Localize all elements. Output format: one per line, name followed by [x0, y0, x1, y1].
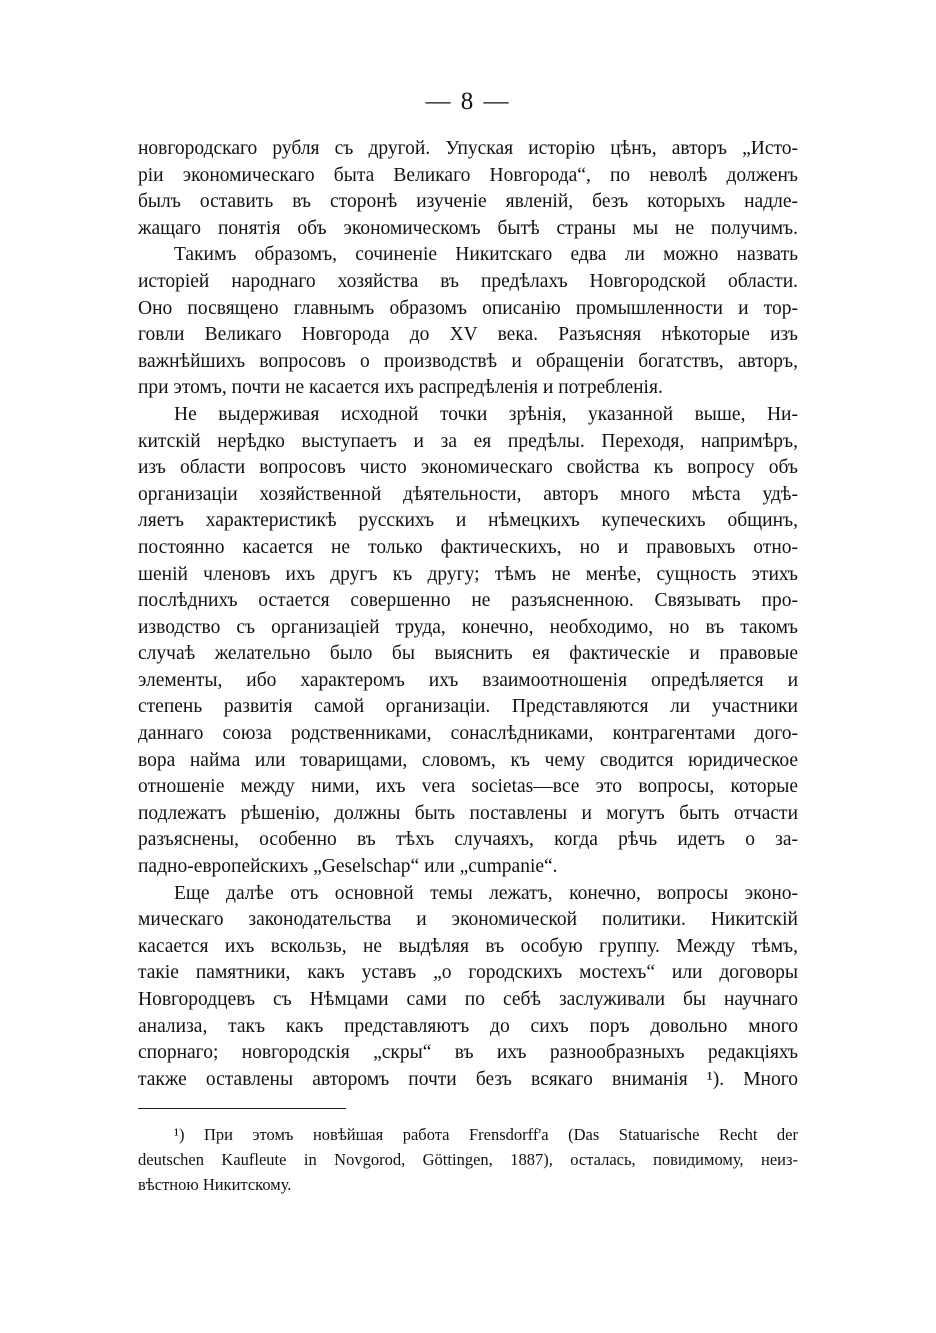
- text-line: новгородскаго рубля съ другой. Упуская исторію цѣнъ, авторъ „Исто-: [138, 138, 798, 159]
- footnote-divider: [138, 1108, 346, 1109]
- footnotes: [138, 1122, 798, 1197]
- text-line: говли Великаго Новгорода до XV века. Разъясняя нѣкоторые изъ: [138, 324, 798, 346]
- text-line: Новгородцевъ съ Нѣмцами сами по себѣ заслуживали бы научнаго: [138, 989, 798, 1010]
- text-line: степень развитія самой организаціи. Представляются ли участники: [138, 696, 798, 718]
- text-line: при этомъ, почти не касается ихъ распредѣленія и потребленія.: [138, 377, 663, 399]
- footnote-line: ¹) При этомъ новѣйшая работа Frensdorff'a (Das Statuarische Recht der: [174, 1125, 798, 1144]
- text-line: касается ихъ вскользь, не выдѣляя въ особую группу. Между тѣмъ,: [138, 935, 798, 957]
- body-text: [138, 136, 798, 1093]
- text-line: случаѣ желательно было бы выяснить ея фактическіе и правовые: [138, 643, 798, 665]
- text-line: также оставлены авторомъ почти безъ всякаго вниманія ¹). Много: [138, 1068, 798, 1090]
- text-line: подлежатъ рѣшенію, должны быть поставлены и могутъ быть отчасти: [138, 802, 798, 824]
- text-line: жащаго понятія объ экономическомъ бытѣ страны мы не получимъ.: [138, 217, 798, 239]
- footnote-line: вѣстною Никитскому.: [138, 1175, 292, 1194]
- text-line: послѣднихъ остается совершенно не разъясненною. Связывать про-: [138, 590, 798, 612]
- text-line: даннаго союза родственниками, сонаслѣдниками, контрагентами дого-: [138, 723, 798, 745]
- text-line: китскій нерѣдко выступаетъ и за ея предѣлы. Переходя, напримѣръ,: [138, 430, 798, 452]
- text-line: организаціи хозяйственной дѣятельности, авторъ много мѣста удѣ-: [138, 483, 798, 505]
- text-line: спорнаго; новгородскія „скры“ въ ихъ разнообразныхъ редакціяхъ: [138, 1042, 798, 1064]
- text-line: ляетъ характеристикѣ русскихъ и нѣмецкихъ купеческихъ общинъ,: [138, 510, 798, 532]
- text-line: важнѣйшихъ вопросовъ о производствѣ и обращеніи богатствъ, авторъ,: [138, 350, 798, 372]
- text-line: шеній членовъ ихъ другъ къ другу; тѣмъ не менѣе, сущность этихъ: [138, 563, 798, 585]
- text-line: вора найма или товарищами, словомъ, къ чему сводится юридическое: [138, 749, 798, 771]
- page-number: — 8 —: [425, 88, 511, 115]
- text-line: изводство съ организаціей труда, конечно, необходимо, но въ такомъ: [138, 616, 798, 638]
- text-line: элементы, ибо характеромъ ихъ взаимоотношенія опредѣляется и: [138, 669, 798, 691]
- text-line: отношеніе между ними, ихъ vera societas—все это вопросы, которые: [138, 776, 798, 798]
- text-line: Еще далѣе отъ основной темы лежатъ, конечно, вопросы эконо-: [174, 882, 798, 904]
- text-line: разъяснены, особенно въ тѣхъ случаяхъ, когда рѣчь идетъ о за-: [138, 829, 798, 851]
- text-line: постоянно касается не только фактическихъ, но и правовыхъ отно-: [138, 536, 798, 558]
- text-line: мическаго законодательства и экономической политики. Никитскій: [138, 909, 798, 931]
- text-line: такіе памятники, какъ уставъ „о городскихъ мостехъ“ или договоры: [138, 962, 798, 984]
- text-line: изъ области вопросовъ чисто экономическаго свойства къ вопросу объ: [138, 457, 798, 479]
- text-line: исторіей народнаго хозяйства въ предѣлахъ Новгородской области.: [138, 270, 798, 292]
- text-line: Оно посвящено главнымъ образомъ описанію промышленности и тор-: [138, 297, 798, 319]
- text-line: Такимъ образомъ, сочиненіе Никитскаго едва ли можно назвать: [174, 244, 798, 266]
- text-line: Не выдерживая исходной точки зрѣнія, указанной выше, Ни-: [174, 403, 798, 425]
- text-line: падно-европейскихъ „Geselschap“ или „cumpanie“.: [138, 856, 558, 878]
- text-line: анализа, такъ какъ представляютъ до сихъ поръ довольно много: [138, 1015, 798, 1037]
- footnote-line: deutschen Kaufleute in Novgorod, Göttingen, 1887), осталась, повидимому, неиз-: [138, 1150, 798, 1169]
- text-line: былъ оставить въ сторонѣ изученіе явленій, безъ которыхъ надле-: [138, 191, 798, 213]
- text-line: ріи экономическаго быта Великаго Новгорода“, по неволѣ долженъ: [138, 164, 798, 186]
